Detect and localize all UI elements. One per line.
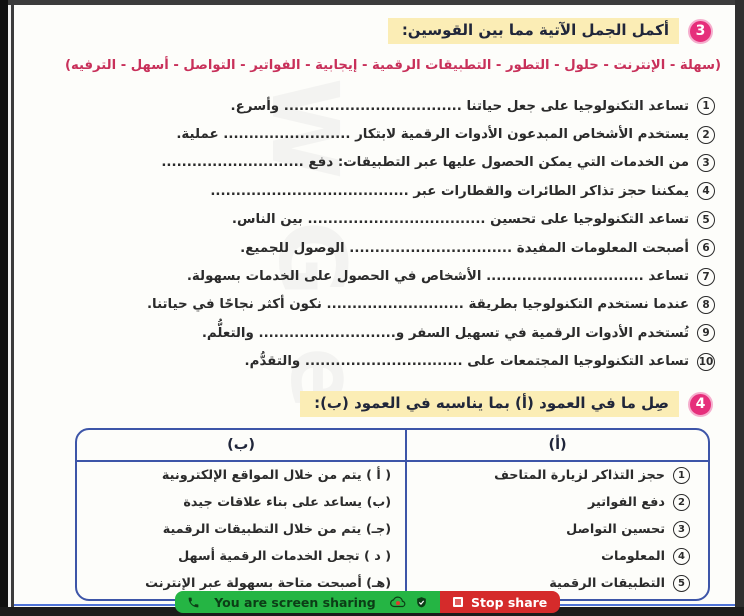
screen-share-bar: [175, 591, 560, 613]
cloud-recording-icon[interactable]: [390, 596, 406, 609]
row-text: (هـ) أصبحت متاحة بسهولة عبر الإنترنت: [145, 576, 392, 591]
sentence-number: 6: [697, 239, 715, 257]
window-frame-left: [0, 0, 8, 616]
table-row: [77, 462, 405, 489]
sentence-number: 10: [697, 353, 715, 371]
row-text: دفع الفواتير: [588, 495, 665, 510]
watermark-letter: e: [270, 347, 378, 410]
sentence-number: 3: [697, 154, 715, 172]
section-3-header: [388, 18, 713, 44]
sentence-row: [24, 348, 715, 376]
sentence-text: يمكننا حجز تذاكر الطائرات والقطارات عبر .......................................: [210, 183, 689, 199]
stop-square-icon: [453, 597, 463, 607]
sentence-text: يستخدم الأشخاص المبدعون الأدوات الرقمية لابتكار ......................... عملية.: [176, 127, 689, 143]
sentence-number: 4: [697, 182, 715, 200]
sentence-number: 5: [697, 211, 715, 229]
sentence-text: تُستخدم الأدوات الرقمية في تسهيل السفر و........................... والتعلُّم.: [201, 325, 689, 341]
row-text: التطبيقات الرقمية: [549, 576, 665, 591]
column-b: [77, 430, 405, 599]
sentence-text: عندما نستخدم التكنولوجيا بطريقة ........................... نكون أكثر نجاحًا في حياتنا.: [146, 297, 689, 313]
section-4-title: صِل ما في العمود (أ) بما يناسبه في العمود (ب):: [300, 391, 679, 417]
sentence-number: 9: [697, 324, 715, 342]
table-row: [407, 543, 708, 570]
watermark-letter: W: [250, 77, 358, 180]
section-4-header: [300, 391, 713, 417]
table-row: [407, 462, 708, 489]
sentence-row: [24, 234, 715, 262]
sentence-number: 7: [697, 268, 715, 286]
column-a: [405, 430, 708, 599]
sentence-text: من الخدمات التي يمكن الحصول عليها عبر التطبيقات: دفع ............................: [161, 155, 689, 171]
row-number: 3: [673, 521, 690, 538]
sentence-text: تساعد ............................... الأشخاص في الحصول على الخدمات بسهولة.: [186, 269, 689, 285]
sentence-row: [24, 149, 715, 177]
sentence-row: [24, 92, 715, 120]
table-row: [77, 543, 405, 570]
screen-share-message: You are screen sharing: [214, 594, 376, 610]
watermark-letter: G: [258, 220, 366, 297]
table-row: [407, 489, 708, 516]
sentence-text: تساعد التكنولوجيا على تحسين ................................... بين الناس.: [231, 212, 689, 228]
sentence-text: تساعد التكنولوجيا المجتمعات على ............................... والتقدُّم.: [244, 354, 689, 370]
phone-icon: [187, 596, 200, 609]
sentence-text: أصبحت المعلومات المفيدة ................................ الوصول للجميع.: [240, 240, 689, 256]
word-bank: (سهلة - الإنترنت - حلول - التطور - التطبيقات الرقمية - إيجابية - الفواتير - التواصل - أسهل - الترفيه): [65, 58, 721, 73]
row-text: (جـ) يتم من خلال التطبيقات الرقمية: [162, 522, 392, 537]
shield-check-icon[interactable]: [415, 596, 428, 609]
row-text: ( أ ) يتم من خلال المواقع الإلكترونية: [161, 468, 392, 483]
matching-table: [75, 428, 710, 601]
table-row: [77, 489, 405, 516]
stop-share-button[interactable]: [440, 591, 560, 613]
row-text: حجز التذاكر لزيارة المتاحف: [494, 468, 665, 483]
row-text: تحسين التواصل: [566, 522, 665, 537]
sentence-row: [24, 120, 715, 148]
section-3-badge: 3: [688, 19, 713, 44]
table-row: [77, 516, 405, 543]
sentence-row: [24, 262, 715, 290]
sentence-number: 8: [697, 296, 715, 314]
table-row: [407, 516, 708, 543]
row-number: 2: [673, 494, 690, 511]
sentence-row: [24, 291, 715, 319]
worksheet-page: [14, 5, 735, 607]
stop-share-label: Stop share: [471, 594, 548, 610]
sentence-row: [24, 319, 715, 347]
screen-share-status: [175, 591, 440, 613]
sentence-number: 1: [697, 97, 715, 115]
sentence-number: 2: [697, 126, 715, 144]
column-b-header: (ب): [77, 430, 405, 462]
row-text: (ب) يساعد على بناء علاقات جيدة: [183, 495, 392, 510]
section-4-badge: 4: [688, 392, 713, 417]
sentence-row: [24, 177, 715, 205]
row-text: المعلومات: [601, 549, 665, 564]
sentence-text: تساعد التكنولوجيا على جعل حياتنا ................................... وأسرع.: [230, 98, 689, 114]
sentence-list: [24, 92, 715, 376]
sentence-row: [24, 206, 715, 234]
row-text: ( د ) تجعل الخدمات الرقمية أسهل: [178, 549, 392, 564]
window-frame-right: [735, 0, 744, 616]
row-number: 5: [673, 575, 690, 592]
column-a-header: (أ): [407, 430, 708, 462]
row-number: 4: [673, 548, 690, 565]
section-3-title: أكمل الجمل الآتية مما بين القوسين:: [388, 18, 679, 44]
row-number: 1: [673, 467, 690, 484]
